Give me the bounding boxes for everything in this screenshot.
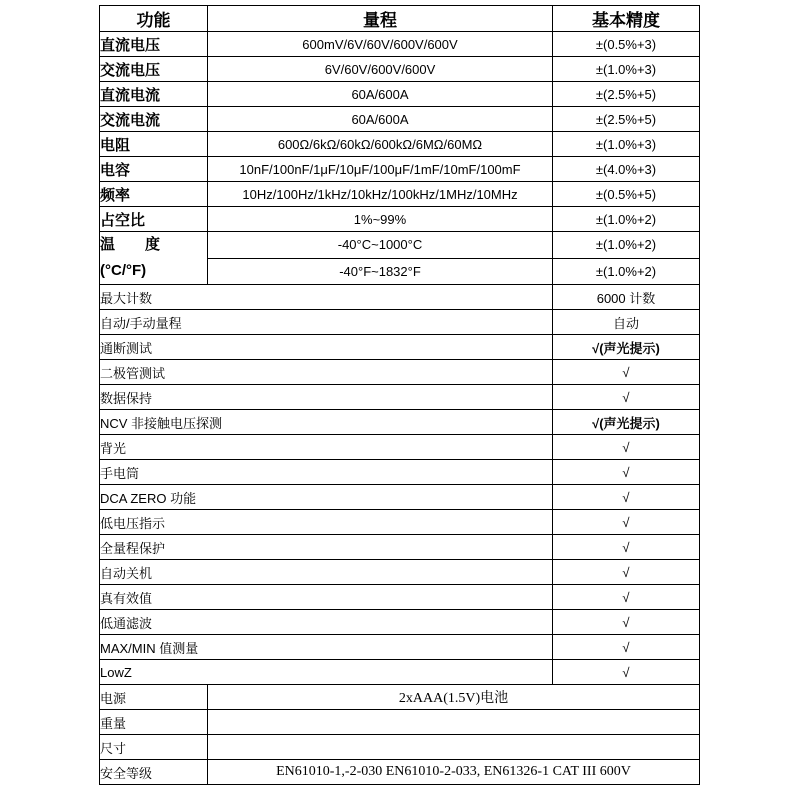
- temperature-celsius-range: -40°C~1000°C: [208, 232, 553, 259]
- feature-row: [100, 585, 700, 610]
- feature-name: 真有效值: [100, 585, 553, 610]
- misc-name: 尺寸: [100, 735, 208, 760]
- feature-name: 自动关机: [100, 560, 553, 585]
- misc-row: [100, 760, 700, 785]
- feature-value: √: [553, 485, 700, 510]
- misc-row: [100, 710, 700, 735]
- misc-row: [100, 735, 700, 760]
- feature-value: √: [553, 510, 700, 535]
- feature-name: 全量程保护: [100, 535, 553, 560]
- feature-row: [100, 510, 700, 535]
- feature-value: √: [553, 385, 700, 410]
- feature-name: 低电压指示: [100, 510, 553, 535]
- measurement-accuracy: ±(2.5%+5): [553, 82, 700, 107]
- temperature-row-celsius: [100, 232, 700, 259]
- misc-value: 2xAAA(1.5V)电池: [208, 685, 700, 710]
- measurement-row: [100, 207, 700, 232]
- feature-row: [100, 535, 700, 560]
- temperature-celsius-accuracy: ±(1.0%+2): [553, 232, 700, 259]
- header-range: 量程: [208, 6, 553, 32]
- measurement-accuracy: ±(4.0%+3): [553, 157, 700, 182]
- measurement-row: [100, 182, 700, 207]
- feature-name: 通断测试: [100, 335, 553, 360]
- measurement-row: [100, 157, 700, 182]
- feature-value: √: [553, 585, 700, 610]
- measurement-row: [100, 57, 700, 82]
- measurement-range: 600Ω/6kΩ/60kΩ/600kΩ/6MΩ/60MΩ: [208, 132, 553, 157]
- measurement-name: 直流电流: [100, 82, 208, 107]
- measurement-name: 占空比: [100, 207, 208, 232]
- feature-name: 低通滤波: [100, 610, 553, 635]
- measurement-row: [100, 132, 700, 157]
- header-row: [100, 6, 700, 32]
- spec-table: [99, 5, 700, 785]
- measurement-range: 60A/600A: [208, 107, 553, 132]
- temperature-fahrenheit-accuracy: ±(1.0%+2): [553, 258, 700, 285]
- feature-value: √: [553, 560, 700, 585]
- misc-row: [100, 685, 700, 710]
- feature-row: [100, 310, 700, 335]
- measurement-accuracy: ±(1.0%+2): [553, 207, 700, 232]
- feature-row: [100, 560, 700, 585]
- measurement-name: 直流电压: [100, 32, 208, 57]
- header-accuracy: 基本精度: [553, 6, 700, 32]
- misc-name: 电源: [100, 685, 208, 710]
- feature-name: LowZ: [100, 660, 553, 685]
- measurement-row: [100, 32, 700, 57]
- measurement-range: 6V/60V/600V/600V: [208, 57, 553, 82]
- measurement-accuracy: ±(1.0%+3): [553, 132, 700, 157]
- header-function: 功能: [100, 6, 208, 32]
- temperature-name-line2: (°C/°F): [100, 262, 147, 279]
- measurement-range: 600mV/6V/60V/600V/600V: [208, 32, 553, 57]
- measurement-name: 频率: [100, 182, 208, 207]
- measurement-name: 电阻: [100, 132, 208, 157]
- feature-name: 背光: [100, 435, 553, 460]
- feature-value: √: [553, 460, 700, 485]
- feature-row: [100, 485, 700, 510]
- feature-row: [100, 285, 700, 310]
- misc-value: [208, 735, 700, 760]
- feature-value: √: [553, 610, 700, 635]
- feature-row: [100, 660, 700, 685]
- feature-value: √(声光提示): [553, 410, 700, 435]
- measurement-row: [100, 107, 700, 132]
- measurement-accuracy: ±(2.5%+5): [553, 107, 700, 132]
- feature-value: 自动: [553, 310, 700, 335]
- measurement-name: 交流电流: [100, 107, 208, 132]
- feature-name: 自动/手动量程: [100, 310, 553, 335]
- measurement-range: 1%~99%: [208, 207, 553, 232]
- measurement-range: 10nF/100nF/1μF/10μF/100μF/1mF/10mF/100mF: [208, 157, 553, 182]
- measurement-accuracy: ±(0.5%+5): [553, 182, 700, 207]
- feature-name: 二极管测试: [100, 360, 553, 385]
- feature-name: 数据保持: [100, 385, 553, 410]
- temperature-name-line1: 温 度: [100, 236, 161, 253]
- feature-name: DCA ZERO 功能: [100, 485, 553, 510]
- misc-value: [208, 710, 700, 735]
- feature-value: √: [553, 435, 700, 460]
- feature-value: √: [553, 660, 700, 685]
- feature-value: √: [553, 535, 700, 560]
- measurement-range: 10Hz/100Hz/1kHz/10kHz/100kHz/1MHz/10MHz: [208, 182, 553, 207]
- feature-row: [100, 610, 700, 635]
- feature-name: NCV 非接触电压探测: [100, 410, 553, 435]
- feature-value: √: [553, 360, 700, 385]
- temperature-name: [100, 232, 208, 285]
- measurement-name: 交流电压: [100, 57, 208, 82]
- misc-value: EN61010-1,-2-030 EN61010-2-033, EN61326-1 CAT III 600V: [208, 760, 700, 785]
- feature-name: 最大计数: [100, 285, 553, 310]
- feature-name: 手电筒: [100, 460, 553, 485]
- feature-row: [100, 410, 700, 435]
- feature-row: [100, 460, 700, 485]
- measurement-accuracy: ±(0.5%+3): [553, 32, 700, 57]
- measurement-accuracy: ±(1.0%+3): [553, 57, 700, 82]
- misc-name: 安全等级: [100, 760, 208, 785]
- feature-value: √: [553, 635, 700, 660]
- feature-name: MAX/MIN 值测量: [100, 635, 553, 660]
- feature-row: [100, 360, 700, 385]
- feature-value: √(声光提示): [553, 335, 700, 360]
- misc-name: 重量: [100, 710, 208, 735]
- feature-row: [100, 435, 700, 460]
- measurement-name: 电容: [100, 157, 208, 182]
- feature-value: 6000 计数: [553, 285, 700, 310]
- feature-row: [100, 385, 700, 410]
- measurement-range: 60A/600A: [208, 82, 553, 107]
- temperature-fahrenheit-range: -40°F~1832°F: [208, 258, 553, 285]
- feature-row: [100, 335, 700, 360]
- feature-row: [100, 635, 700, 660]
- measurement-row: [100, 82, 700, 107]
